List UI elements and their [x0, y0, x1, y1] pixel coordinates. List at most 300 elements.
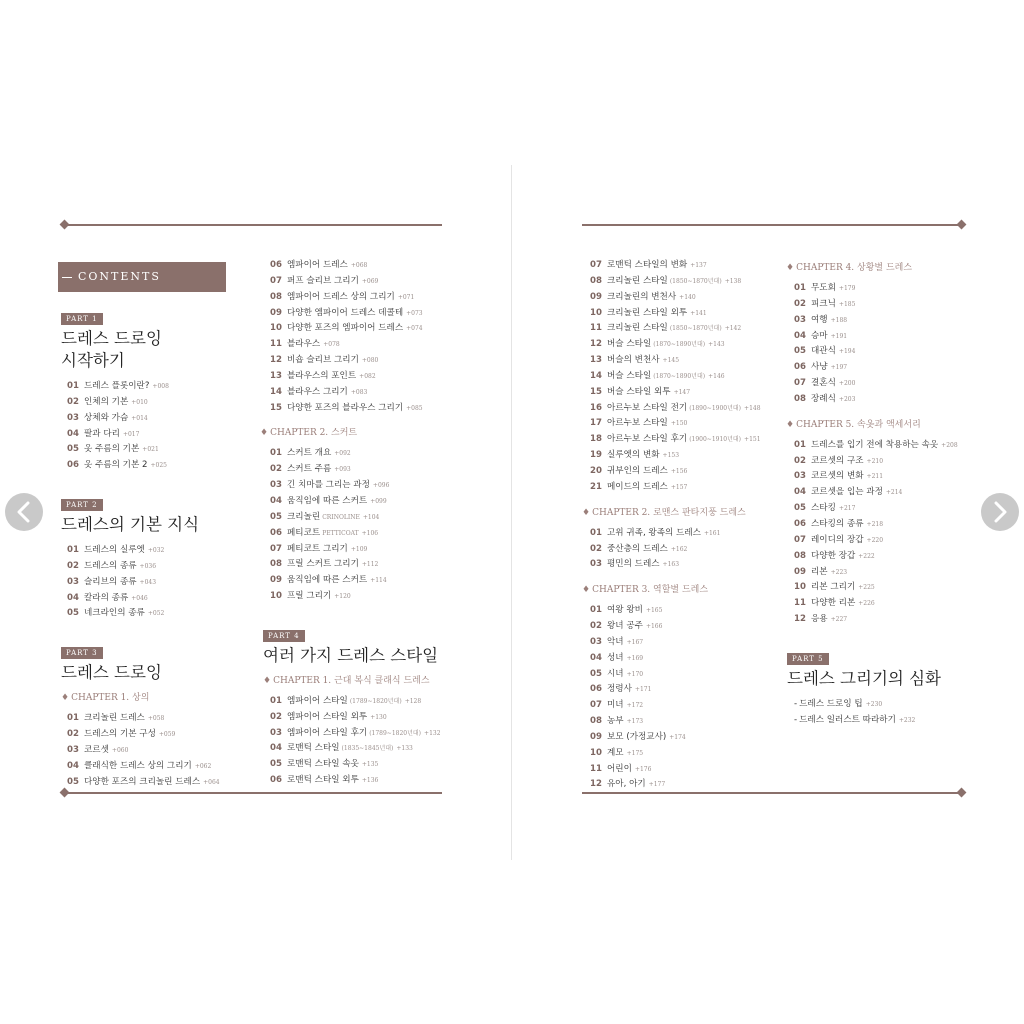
page-number: 138 — [729, 277, 742, 285]
toc-entry — [590, 557, 790, 573]
entry-title: 드레스의 종류 — [84, 560, 137, 571]
page-prefix: + — [372, 482, 378, 490]
toc-entry — [794, 438, 984, 454]
page-number: 036 — [144, 562, 157, 570]
toc-entry — [590, 290, 790, 306]
entry-number: 01 — [67, 381, 79, 391]
entry-title: 아르누보 스타일 후기 — [607, 434, 688, 445]
page-prefix: + — [152, 383, 158, 390]
toc-entry — [590, 682, 790, 698]
page-number: 217 — [843, 505, 856, 513]
entry-title: 다양한 포즈의 엠파이어 드레스 — [287, 323, 404, 334]
entry-title: 성녀 — [607, 652, 624, 663]
entry-title: 크리놀린 드레스 — [84, 713, 145, 724]
entry-number: 11 — [270, 339, 282, 350]
entry-number: 01 — [270, 448, 282, 459]
entry-dash: - — [794, 714, 798, 725]
entry-list — [794, 281, 984, 408]
entry-title: 사냥 — [811, 362, 828, 373]
page-number: 058 — [152, 715, 165, 723]
toc-entry — [67, 775, 248, 791]
entry-title: 엠파이어 드레스 — [287, 260, 348, 270]
page-prefix: + — [362, 513, 368, 521]
page-prefix: + — [830, 568, 836, 576]
toc-entry — [270, 321, 470, 337]
page-prefix: + — [708, 372, 714, 380]
entry-title: 엠파이어 스타일 외투 — [287, 711, 368, 722]
page-number: 165 — [650, 607, 663, 615]
page-number: 104 — [367, 513, 380, 521]
page-prefix: + — [838, 395, 844, 403]
toc-entry — [270, 353, 470, 369]
toc-entry — [590, 619, 790, 635]
entry-title: 버슬 스타일 — [607, 339, 652, 350]
toc-entry — [590, 651, 790, 667]
entry-number: 12 — [270, 355, 282, 366]
toc-entry — [590, 416, 790, 432]
entry-subtitle: (1789~1820년대) — [349, 697, 402, 705]
page-prefix: + — [350, 262, 356, 269]
page-prefix: + — [634, 765, 640, 773]
part-badge: PART 3 — [61, 647, 103, 659]
page-number: 010 — [136, 398, 148, 406]
entry-number: 03 — [67, 744, 79, 755]
page-prefix: + — [690, 262, 696, 269]
page-number: 130 — [375, 713, 387, 721]
page-prefix: + — [703, 529, 709, 537]
entry-title: 리본 — [811, 566, 828, 577]
page-prefix: + — [744, 404, 750, 412]
entry-subtitle: (1900~1910년대) — [689, 436, 742, 444]
toc-entry — [270, 589, 470, 605]
page-prefix: + — [147, 547, 153, 555]
entry-number: 07 — [270, 543, 282, 554]
page-number: 210 — [871, 457, 884, 465]
entry-title: 아르누보 스타일 — [607, 418, 668, 429]
page-number: 150 — [675, 420, 688, 428]
entry-list — [61, 711, 248, 790]
entry-title: 로맨틱 스타일 외투 — [287, 775, 359, 786]
toc-entry — [270, 510, 470, 526]
entry-title: 퍼프 슬리브 그리기 — [287, 275, 359, 286]
entry-number: 01 — [270, 695, 282, 706]
entry-title: 로맨틱 스타일 — [287, 743, 340, 754]
page-number: 137 — [695, 262, 707, 269]
toc-column-1 — [58, 262, 248, 791]
entry-dash: - — [794, 698, 798, 709]
chapter-heading: ♦ CHAPTER 2. 스커트 — [260, 428, 358, 439]
page-prefix: + — [679, 293, 685, 301]
entry-number: 03 — [794, 471, 806, 482]
page-prefix: + — [838, 505, 844, 513]
entry-number: 10 — [590, 307, 602, 318]
page-prefix: + — [370, 577, 376, 585]
entry-title: 대관식 — [811, 346, 836, 357]
page-number: 073 — [411, 309, 423, 317]
entry-title: 드레스 일러스트 따라하기 — [799, 714, 896, 725]
toc-entry — [590, 480, 790, 496]
toc-entry — [590, 337, 790, 353]
rule-ornament-icon — [957, 788, 967, 798]
entry-title: 다양한 엠파이어 드레스 데콜테 — [287, 307, 404, 318]
toc-entry — [270, 573, 470, 589]
page-prefix: + — [626, 702, 632, 710]
page-number: 106 — [366, 529, 379, 537]
page-number: 109 — [355, 545, 368, 553]
page-number: 092 — [339, 450, 351, 458]
page-prefix: + — [830, 316, 836, 324]
entry-number: 05 — [794, 503, 806, 514]
entry-number: 05 — [590, 668, 602, 679]
entry-title: 정령사 — [607, 684, 632, 695]
entry-number: 08 — [270, 559, 282, 570]
page-number: 114 — [375, 577, 387, 585]
toc-entry — [794, 376, 984, 392]
toc-entry — [590, 746, 790, 762]
page-prefix: + — [150, 462, 156, 470]
toc-entry — [270, 494, 470, 510]
page-number: 200 — [843, 380, 856, 388]
entry-number: 18 — [590, 434, 602, 445]
part-5-section — [787, 646, 984, 729]
top-rule-right — [582, 224, 962, 226]
entry-number: 02 — [794, 298, 806, 309]
page-number: 143 — [713, 341, 725, 349]
page-prefix: + — [158, 731, 164, 739]
entry-subtitle: (1870~1890년대) — [653, 341, 706, 349]
page-number: 147 — [678, 388, 691, 396]
entry-number: 06 — [67, 460, 79, 471]
toc-entry — [794, 454, 984, 470]
page-number: 170 — [631, 670, 644, 678]
entry-number: 04 — [67, 760, 79, 771]
page-prefix: + — [361, 777, 367, 785]
toc-entry — [590, 667, 790, 683]
page-prefix: + — [131, 398, 137, 406]
toc-entry — [794, 329, 984, 345]
bottom-rule-left — [64, 792, 442, 794]
page-number: 074 — [411, 325, 423, 333]
page-prefix: + — [866, 473, 872, 481]
toc-entry — [794, 596, 984, 612]
entry-title: 코르셋의 구조 — [811, 455, 864, 466]
toc-entry — [794, 697, 984, 713]
page-prefix: + — [670, 483, 676, 491]
page-prefix: + — [404, 697, 410, 705]
entry-title: 피크닉 — [811, 298, 836, 309]
page-number: 085 — [411, 404, 423, 412]
page-number: 135 — [366, 761, 379, 769]
previous-page-button[interactable] — [5, 493, 43, 531]
entry-number: 07 — [794, 534, 806, 545]
chapter-heading: ♦ CHAPTER 2. 로맨스 판타지풍 드레스 — [582, 507, 746, 518]
page-number: 140 — [684, 293, 696, 301]
chapter-heading: ♦ CHAPTER 1. 상의 — [61, 693, 150, 704]
entry-list — [590, 603, 790, 793]
entry-title: 레이디의 장갑 — [811, 534, 864, 545]
toc-entry — [67, 395, 248, 411]
entry-number: 02 — [270, 464, 282, 475]
entry-number: 03 — [270, 480, 282, 491]
toc-entry — [590, 353, 790, 369]
toc-entry — [270, 446, 470, 462]
toc-entry — [270, 369, 470, 385]
entry-title: 프릴 그리기 — [287, 591, 332, 602]
entry-number: 02 — [67, 396, 79, 407]
page-prefix: + — [626, 718, 632, 726]
entry-number: 01 — [590, 605, 602, 616]
page-prefix: + — [406, 404, 412, 412]
entry-title: 엠파이어 드레스 상의 그리기 — [287, 291, 395, 302]
page-number: 166 — [650, 623, 663, 631]
page-prefix: + — [645, 607, 651, 615]
page-prefix: + — [194, 762, 200, 770]
toc-entry — [590, 603, 790, 619]
entry-number: 17 — [590, 418, 602, 429]
page-prefix: + — [626, 638, 632, 646]
entry-title: 다양한 포즈의 블라우스 그리기 — [287, 402, 404, 413]
entry-title: 유아, 아기 — [607, 779, 646, 790]
entry-title: 드레스를 입기 전에 착용하는 속옷 — [811, 439, 939, 450]
page-prefix: + — [323, 341, 329, 349]
entry-number: 07 — [590, 700, 602, 711]
entry-number: 05 — [794, 346, 806, 357]
part-badge: PART 1 — [61, 313, 103, 325]
toc-entry — [590, 432, 790, 448]
toc-entry — [590, 321, 790, 337]
entry-title: 드레스의 실루엣 — [84, 545, 145, 556]
next-page-button[interactable] — [981, 493, 1019, 531]
entry-title: 보모 (가정교사) — [607, 731, 667, 742]
entry-title: 미녀 — [607, 700, 624, 711]
toc-entry — [67, 743, 248, 759]
page-prefix: + — [361, 561, 367, 569]
page-prefix: + — [370, 713, 376, 721]
entry-number: 12 — [794, 614, 806, 625]
page-number: 167 — [631, 638, 644, 646]
entry-number: 09 — [590, 731, 602, 742]
entry-number: 11 — [590, 323, 602, 334]
page-prefix: + — [334, 593, 340, 601]
page-number: 060 — [116, 746, 129, 754]
entry-number: 03 — [270, 727, 282, 738]
entry-number: 05 — [67, 776, 79, 787]
entry-list — [61, 379, 248, 474]
page-prefix: + — [350, 545, 356, 553]
page-prefix: + — [370, 497, 376, 505]
entry-title: 귀부인의 드레스 — [607, 465, 668, 476]
page-number: 172 — [631, 702, 644, 710]
page-number: 151 — [749, 436, 761, 444]
part-badge: PART 4 — [263, 630, 305, 642]
page-prefix: + — [858, 552, 864, 560]
page-number: 132 — [429, 729, 441, 737]
entry-title: 코르셋의 변화 — [811, 471, 864, 482]
page-number: 141 — [695, 309, 707, 317]
page-prefix: + — [406, 325, 412, 333]
entry-title: 크리놀린 스타일 외투 — [607, 307, 688, 318]
page-prefix: + — [142, 446, 148, 454]
toc-entry — [590, 306, 790, 322]
page-number: 208 — [946, 441, 958, 449]
page-prefix: + — [361, 357, 367, 365]
page-prefix: + — [865, 700, 871, 708]
entry-number: 15 — [270, 402, 282, 413]
page-number: 146 — [713, 372, 725, 380]
page-number: 068 — [355, 262, 368, 269]
entry-title: 크리놀린의 변천사 — [607, 291, 677, 302]
toc-entry — [590, 385, 790, 401]
entry-number: 02 — [270, 711, 282, 722]
entry-number: 13 — [270, 370, 282, 381]
entry-number: 02 — [590, 621, 602, 632]
part-4-section — [263, 623, 470, 789]
entry-number: 06 — [794, 362, 806, 373]
entry-title: 농부 — [607, 716, 624, 727]
part-title: 드레스 드로잉 시작하기 — [61, 329, 162, 370]
top-rule-left — [64, 224, 442, 226]
entry-number: 15 — [590, 386, 602, 397]
entry-title: 버슬 스타일 — [607, 370, 652, 381]
entry-title: 실루엣의 변화 — [607, 450, 660, 461]
page-number: 169 — [631, 654, 644, 662]
toc-entry — [67, 379, 248, 395]
page-prefix: + — [111, 746, 117, 754]
toc-entry — [270, 306, 470, 322]
chapter-heading: ♦ CHAPTER 3. 역할별 드레스 — [582, 585, 709, 596]
entry-title: 네크라인의 종류 — [84, 608, 145, 619]
page-number: 032 — [152, 547, 165, 555]
toc-entry — [794, 392, 984, 408]
toc-entry — [270, 694, 470, 710]
entry-number: 10 — [590, 747, 602, 758]
entry-number: 06 — [794, 518, 806, 529]
page-prefix: + — [203, 778, 209, 786]
entry-subtitle: (1850~1870년대) — [669, 325, 722, 333]
page-number: 052 — [152, 610, 165, 618]
entry-title: 블라우스 — [287, 339, 321, 350]
page-number: 157 — [675, 483, 688, 491]
entry-number: 01 — [67, 713, 79, 724]
page-prefix: + — [626, 749, 632, 757]
page-prefix: + — [830, 364, 836, 372]
page-number: 162 — [675, 545, 688, 553]
chapter-heading: ♦ CHAPTER 5. 속옷과 액세서리 — [786, 419, 921, 430]
entry-number: 14 — [590, 370, 602, 381]
page-number: 136 — [366, 777, 379, 785]
page-prefix: + — [830, 332, 836, 340]
toc-entry — [794, 469, 984, 485]
toc-entry — [67, 458, 248, 474]
entry-title: 크리놀린 — [287, 511, 321, 522]
entry-number: 02 — [590, 543, 602, 554]
page-number: 191 — [835, 332, 848, 340]
entry-number: 03 — [67, 576, 79, 587]
entry-title: 옷 주름의 기본 — [84, 444, 140, 455]
page-number: 148 — [749, 404, 761, 412]
entry-title: 긴 치마를 그리는 과정 — [287, 480, 370, 491]
toc-column-3 — [582, 258, 790, 793]
entry-number: 04 — [590, 652, 602, 663]
page-number: 080 — [366, 357, 379, 365]
entry-title: 드레스의 기본 구성 — [84, 729, 156, 740]
entry-list — [61, 543, 248, 622]
toc-entry — [67, 442, 248, 458]
page-number: 021 — [147, 446, 159, 454]
entry-number: 16 — [590, 402, 602, 413]
toc-entry — [590, 401, 790, 417]
entry-number: 08 — [270, 291, 282, 302]
entry-number: 12 — [590, 779, 602, 790]
page-number: 173 — [631, 718, 644, 726]
entry-number: 07 — [794, 378, 806, 389]
toc-entry — [590, 258, 790, 274]
page-prefix: + — [724, 277, 730, 285]
part-title: 드레스 그리기의 심화 — [787, 668, 941, 688]
page-number: 161 — [708, 529, 721, 537]
entry-number: 04 — [67, 592, 79, 603]
page-number: 163 — [667, 561, 680, 569]
entry-number: 02 — [67, 729, 79, 740]
entry-number: 03 — [794, 314, 806, 325]
toc-entry — [590, 448, 790, 464]
entry-number: 12 — [590, 339, 602, 350]
entry-number: 06 — [270, 775, 282, 786]
entry-title: 페티코트 — [287, 527, 321, 538]
entry-title: 로맨틱 스타일의 변화 — [607, 260, 688, 270]
entry-subtitle: (1850~1870년대) — [669, 277, 722, 285]
entry-number: 08 — [794, 550, 806, 561]
toc-entry — [270, 290, 470, 306]
page-prefix: + — [626, 654, 632, 662]
entry-title: 드레스 플롯이란? — [84, 381, 150, 391]
toc-entry — [590, 698, 790, 714]
page-prefix: + — [139, 562, 145, 570]
page-prefix: + — [334, 450, 340, 458]
entry-list — [787, 697, 984, 729]
page-prefix: + — [131, 594, 137, 602]
page-prefix: + — [648, 781, 654, 789]
entry-title: 스타킹 — [811, 503, 836, 514]
page-prefix: + — [662, 357, 668, 365]
page-number: 185 — [843, 300, 856, 308]
entry-number: 04 — [270, 743, 282, 754]
entry-number: 08 — [590, 275, 602, 286]
page-prefix: + — [898, 716, 904, 724]
page-number: 211 — [871, 473, 884, 481]
entry-title: 슬리브의 종류 — [84, 576, 137, 587]
toc-entry — [67, 411, 248, 427]
contents-header: CONTENTS — [58, 262, 226, 292]
part-2-section — [58, 492, 248, 622]
page-prefix: + — [361, 761, 367, 769]
page-prefix: + — [838, 300, 844, 308]
toc-column-4 — [786, 261, 984, 729]
toc-entry — [794, 297, 984, 313]
entry-title: 악녀 — [607, 636, 624, 647]
page-prefix: + — [858, 584, 864, 592]
entry-number: 03 — [590, 636, 602, 647]
toc-entry — [67, 591, 248, 607]
entry-subtitle: (1870~1890년대) — [653, 372, 706, 380]
page-number: 096 — [377, 482, 390, 490]
part-title: 드레스 드로잉 — [61, 663, 162, 683]
page-number: 230 — [870, 700, 883, 708]
page-number: 043 — [144, 578, 157, 586]
entry-title: 움직임에 따른 스커트 — [287, 575, 368, 586]
chevron-left-icon — [5, 493, 43, 531]
entry-title: 여행 — [811, 314, 828, 325]
